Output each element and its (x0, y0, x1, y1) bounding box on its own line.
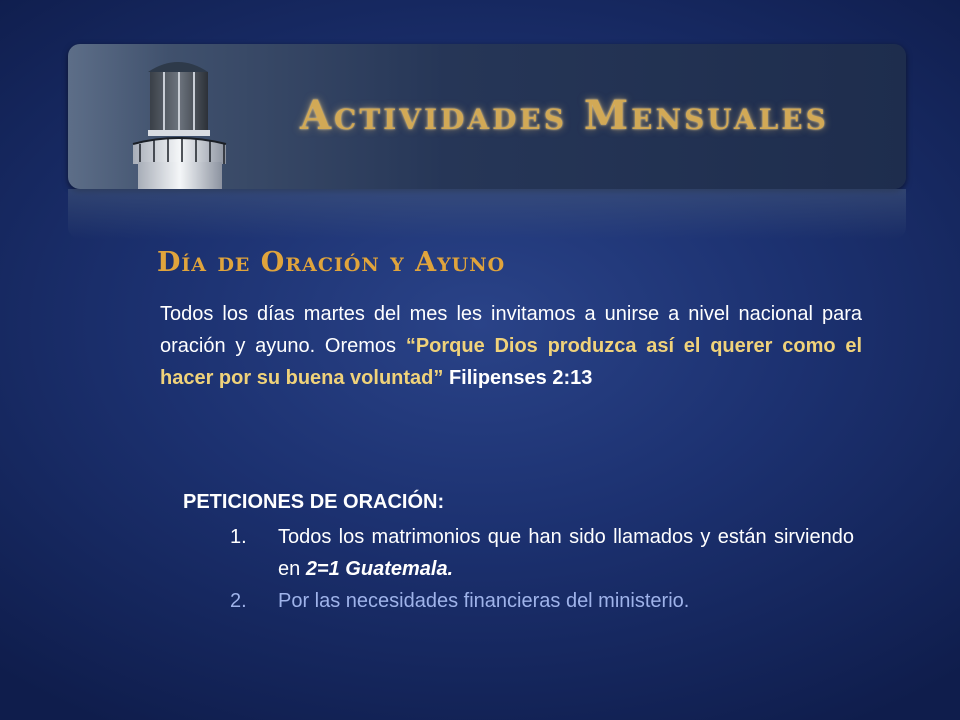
header-banner (68, 44, 906, 189)
verse-reference: Filipenses 2:13 (448, 367, 593, 389)
section-title: Día de Oración y Ayuno (157, 247, 506, 278)
lighthouse-icon (78, 44, 248, 189)
petition-emphasis: 2=1 Guatemala. (305, 558, 454, 580)
banner-reflection (68, 189, 906, 239)
list-number: 1. (230, 526, 247, 548)
petitions-heading: PETICIONES DE ORACIÓN: (183, 491, 445, 513)
list-item (230, 521, 854, 585)
invitation-paragraph (160, 298, 862, 394)
bible-quote: “Porque Dios produzca así el querer como el hacer por su buena voluntad” (160, 335, 863, 389)
petition-text: Todos los matrimonios que han sido llamados y están sirviendo en (278, 526, 854, 580)
paragraph-text: Todos los días martes del mes les invitamos a unirse a nivel nacional para oración y ayuno. Oremos (160, 303, 862, 357)
list-item (230, 585, 854, 617)
petition-text: Por las necesidades financieras del ministerio. (278, 590, 690, 612)
list-number: 2. (230, 590, 247, 612)
banner-title: Actividades Mensuales (300, 92, 829, 139)
petition-list (230, 521, 854, 617)
